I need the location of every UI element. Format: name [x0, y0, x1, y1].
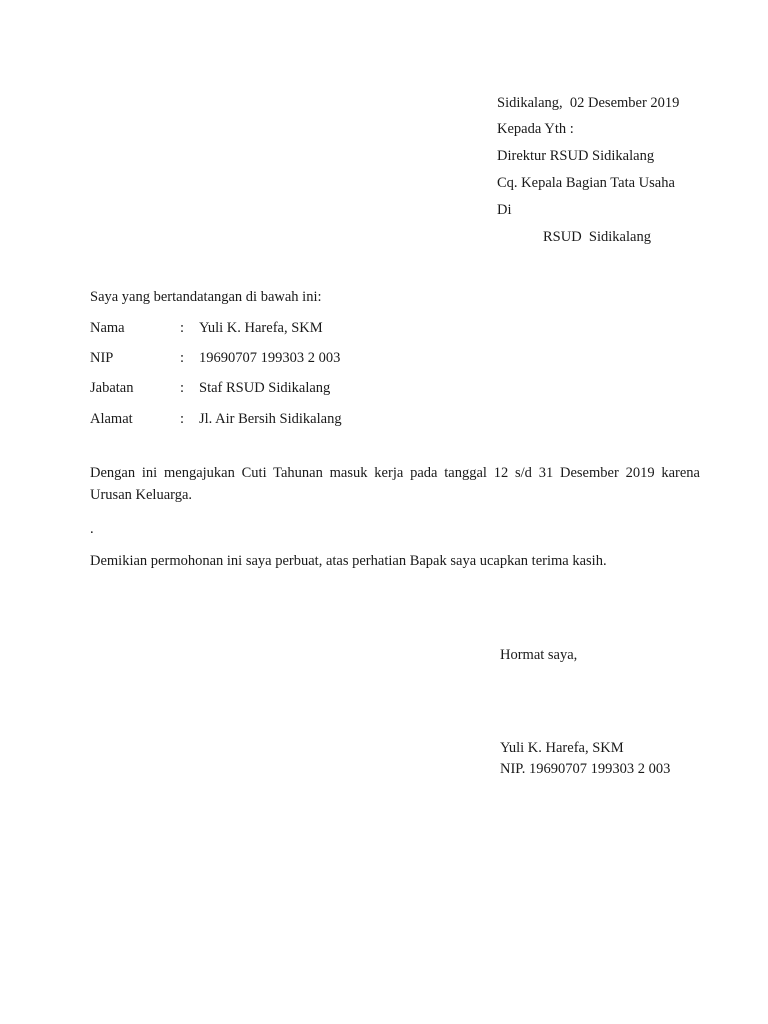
field-colon: :: [180, 411, 185, 427]
addressee-cq: Cq. Kepala Bagian Tata Usaha: [497, 175, 675, 191]
field-label-alamat: Alamat: [90, 411, 133, 427]
field-label-nip: NIP: [90, 350, 114, 366]
dot-line: .: [90, 521, 94, 537]
field-colon: :: [180, 350, 185, 366]
closing-paragraph: Demikian permohonan ini saya perbuat, atas perhatian Bapak saya ucapkan terima kasih.: [90, 553, 607, 569]
place-date: Sidikalang, 02 Desember 2019: [497, 95, 680, 111]
field-label-jabatan: Jabatan: [90, 380, 134, 396]
field-value-nip: 19690707 199303 2 003: [199, 350, 341, 366]
request-paragraph: Dengan ini mengajukan Cuti Tahunan masuk kerja pada tanggal 12 s/d 31 Desember 2019 karena Urusan Keluarga.: [90, 465, 700, 503]
intro-text: Saya yang bertandatangan di bawah ini:: [90, 289, 322, 305]
signature-salutation: Hormat saya,: [500, 647, 578, 663]
addressee-greeting: Kepada Yth :: [497, 121, 574, 137]
field-value-jabatan: Staf RSUD Sidikalang: [199, 380, 331, 396]
signature-name: Yuli K. Harefa, SKM: [500, 740, 624, 756]
addressee-recipient: Direktur RSUD Sidikalang: [497, 148, 655, 164]
signature-nip: NIP. 19690707 199303 2 003: [500, 761, 671, 777]
field-colon: :: [180, 320, 185, 336]
field-label-nama: Nama: [90, 320, 125, 336]
field-value-nama: Yuli K. Harefa, SKM: [199, 320, 323, 336]
field-value-alamat: Jl. Air Bersih Sidikalang: [199, 411, 342, 427]
addressee-location: RSUD Sidikalang: [543, 229, 651, 245]
field-colon: :: [180, 380, 185, 396]
addressee-di: Di: [497, 202, 512, 218]
